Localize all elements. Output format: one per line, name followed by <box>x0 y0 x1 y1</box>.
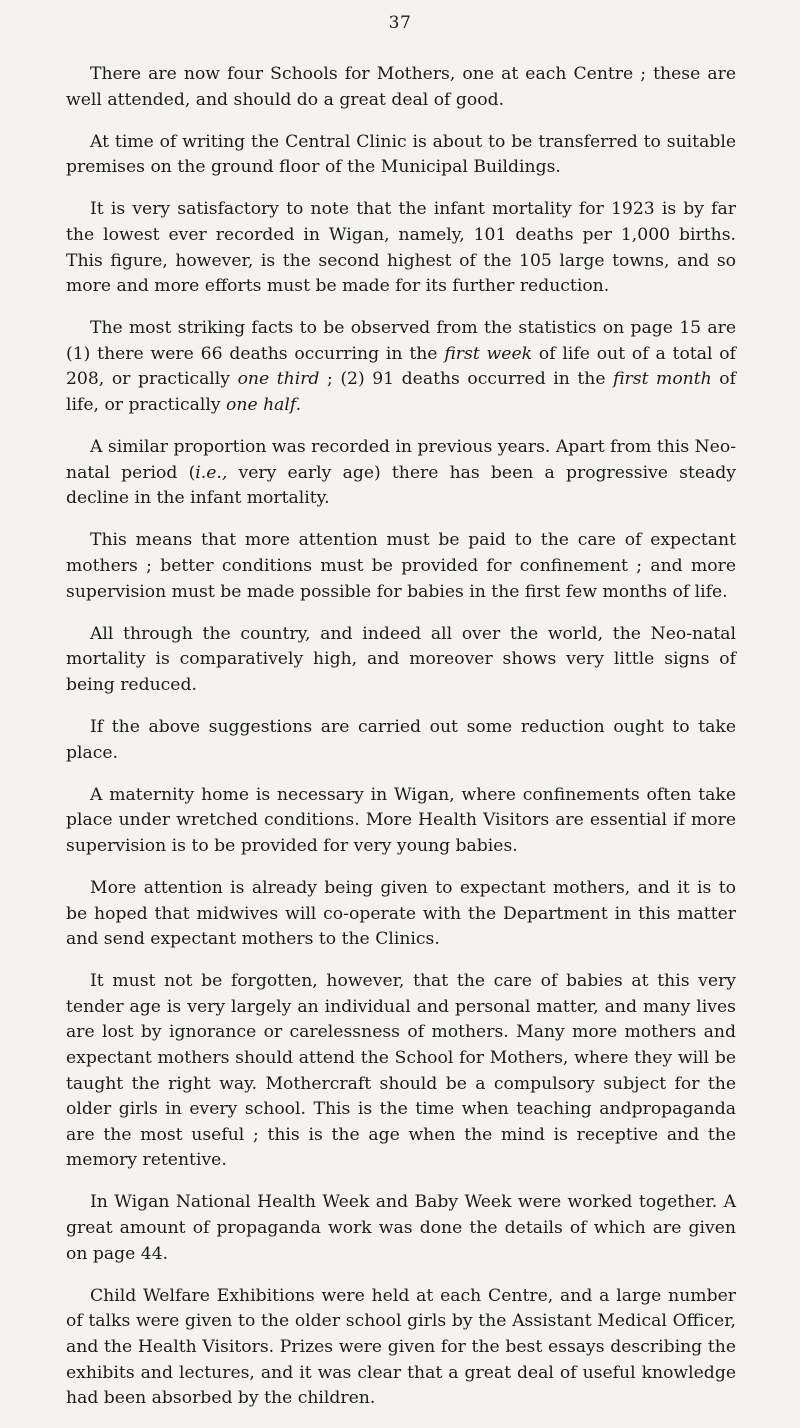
paragraph <box>66 435 736 512</box>
italic-text: first week <box>444 343 533 364</box>
text-run: very early age) there has been a progressive steady decline in the infant mortality. <box>66 462 736 509</box>
text-run: of life out of a total of 208, or practically <box>66 343 737 390</box>
text-run: The most striking facts to be observed from the statistics on page 15 are (1) there were 66 deaths occurring in the <box>66 318 736 364</box>
paragraph <box>66 62 736 113</box>
paragraph <box>66 316 736 418</box>
text-run: A similar proportion was recorded in previous years. Apart from this Neo-natal period ( <box>66 437 736 483</box>
text-run: All through the country, and indeed all over the world, the Neo-natal mortality is comparatively high, and moreover shows very little signs of being reduced. <box>66 623 736 695</box>
text-run: Child Welfare Exhibitions were held at each Centre, and a large number of talks were given to the older school girls by the Assistant Medical Officer, and the Health Visitors. Prizes were given for the best essays describing the exhibits and lectures, and it was clear that a great deal of useful knowledge had been absorbed by the children. <box>66 1285 736 1409</box>
paragraph <box>66 197 736 299</box>
paragraph <box>66 528 736 605</box>
paragraph <box>66 969 736 1174</box>
paragraph <box>66 1190 736 1267</box>
text-run: More attention is already being given to expectant mothers, and it is to be hoped that midwives will co-operate with the Department in this matter and send expectant mothers to the Clinics. <box>66 877 736 950</box>
paragraph <box>66 622 736 699</box>
page-number: 37 <box>388 13 412 33</box>
paragraph <box>66 783 736 860</box>
paragraph <box>66 1284 736 1412</box>
italic-text: first month <box>613 369 712 390</box>
text-run: It is very satisfactory to note that the infant mortality for 1923 is by far the lowest ever recorded in Wigan, namely, 101 deaths per 1,000 births. This figure, however, is the second highest of the 105 large towns, and so more and more efforts must be made for its further reduction. <box>66 199 736 297</box>
text-run: of life, or practically <box>66 369 736 416</box>
paragraph <box>66 715 736 766</box>
body-text <box>66 62 736 1428</box>
paragraph <box>66 130 736 181</box>
text-run: In Wigan National Health Week and Baby Week were worked together. A great amount of propaganda work was done the details of which are given on page 44. <box>66 1192 736 1264</box>
text-run: There are now four Schools for Mothers, one at each Centre ; these are well attended, and should do a great deal of good. <box>66 64 736 110</box>
text-run: This means that more attention must be paid to the care of expectant mothers ; better conditions must be provided for confinement ; and more supervision must be made possible for babies in the first few months of life. <box>66 530 736 602</box>
text-run: ; (2) 91 deaths occurred in the <box>319 369 614 390</box>
text-run: It must not be forgotten, however, that the care of babies at this very tender age is very largely an individual and personal matter, and many lives are lost by ignorance or carelessness of mothers. Many more mothers and expectant mothers should attend the School for Mothers, where they will be taught the right way. Mothercraft should be a compulsory subject for the older girls in every school. This is the time when teaching andpropaganda are the most useful ; this is the age when the mind is receptive and the memory retentive. <box>66 971 736 1171</box>
text-run: At time of writing the Central Clinic is about to be transferred to suitable premises on the ground floor of the Municipal Buildings. <box>66 131 736 178</box>
italic-text: i.e., <box>195 462 228 483</box>
text-run: If the above suggestions are carried out some reduction ought to take place. <box>66 716 736 763</box>
italic-text: one third <box>237 369 320 390</box>
paragraph <box>66 876 736 953</box>
text-run: A maternity home is necessary in Wigan, where confinements often take place under wretched conditions. More Health Visitors are essential if more supervision is to be provided for very young babies. <box>66 784 736 856</box>
italic-text: one half. <box>226 395 302 416</box>
